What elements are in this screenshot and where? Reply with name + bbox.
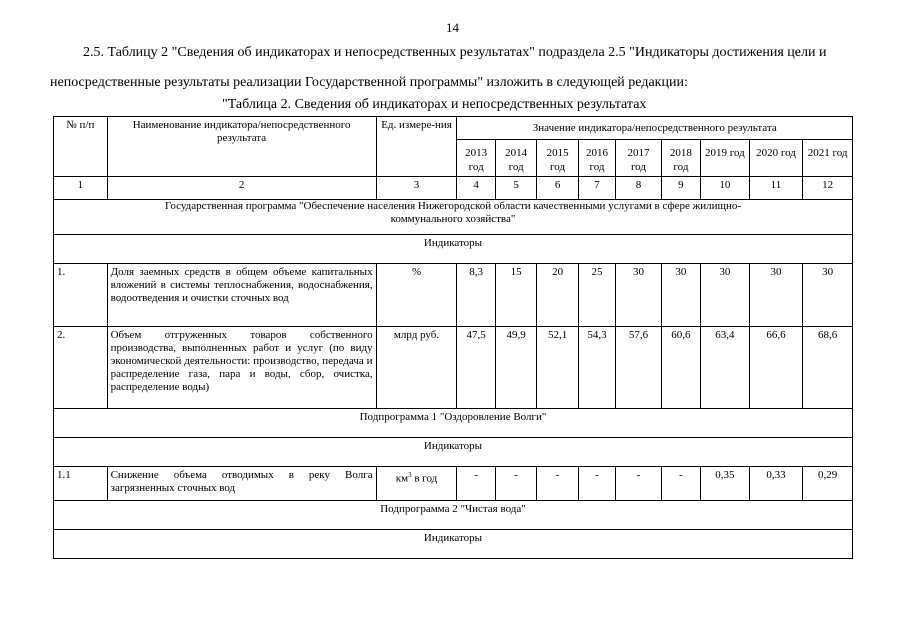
table-row [54, 264, 853, 327]
program-row [54, 200, 853, 235]
row-value: 0,33 [749, 467, 803, 501]
subprogram2-title: Подпрограмма 2 "Чистая вода" [54, 501, 853, 530]
row-value: 0,35 [701, 467, 750, 501]
row-value: 66,6 [749, 327, 803, 409]
row-num: 1. [54, 264, 108, 327]
indicators-label: Индикаторы [54, 438, 853, 467]
row-value: 47,5 [457, 327, 495, 409]
row-value: 63,4 [701, 327, 750, 409]
indicators-label: Индикаторы [54, 235, 853, 264]
row-value: 30 [701, 264, 750, 327]
subprogram-row [54, 501, 853, 530]
header-year: 2021 год [803, 140, 853, 177]
indicators-row [54, 235, 853, 264]
row-value: 0,29 [803, 467, 853, 501]
row-value: 30 [661, 264, 700, 327]
row-unit: млрд руб. [376, 327, 457, 409]
row-value: - [537, 467, 578, 501]
indicators-table [53, 116, 853, 559]
column-number: 6 [537, 177, 578, 200]
row-num: 1.1 [54, 467, 108, 501]
row-name: Снижение объема отводимых в реку Волга загрязненных сточных вод [107, 467, 376, 501]
program-title: Государственная программа "Обеспечение населения Нижегородской области качественными услугами в сфере жилищно-коммунального хозяйства" [54, 200, 853, 235]
row-value: 54,3 [578, 327, 615, 409]
header-name: Наименование индикатора/непосредственного результата [107, 117, 376, 177]
indicators-label: Индикаторы [54, 530, 853, 559]
header-year: 2020 год [749, 140, 803, 177]
row-value: - [661, 467, 700, 501]
column-number: 4 [457, 177, 495, 200]
column-number: 2 [107, 177, 376, 200]
column-number: 11 [749, 177, 803, 200]
row-value: 30 [616, 264, 662, 327]
column-numbers-row [54, 177, 853, 200]
row-value: 30 [803, 264, 853, 327]
row-value: 52,1 [537, 327, 578, 409]
column-number: 1 [54, 177, 108, 200]
amendment-paragraph: 2.5. Таблицу 2 "Сведения об индикаторах и непосредственных результатах" подраздела 2.5 "Индикаторы достижения цели и непосредственные результаты реализации Государственной программы" изложить в следующей редакции: [50, 45, 827, 90]
header-year: 2019 год [701, 140, 750, 177]
subprogram1-title: Подпрограмма 1 "Оздоровление Волги" [54, 409, 853, 438]
header-year: 2018 год [661, 140, 700, 177]
row-value: - [495, 467, 536, 501]
row-unit [376, 467, 457, 501]
header-year: 2013 год [457, 140, 495, 177]
table-caption: "Таблица 2. Сведения об индикаторах и непосредственных результатах [222, 97, 647, 112]
header-unit: Ед. измере-ния [376, 117, 457, 177]
row-value: 49,9 [495, 327, 536, 409]
column-number: 12 [803, 177, 853, 200]
row-value: 20 [537, 264, 578, 327]
unit-base: км [395, 472, 409, 485]
row-value: 60,6 [661, 327, 700, 409]
indicators-row [54, 438, 853, 467]
row-unit: % [376, 264, 457, 327]
row-value: 25 [578, 264, 615, 327]
header-year: 2015 год [537, 140, 578, 177]
row-value: 57,6 [616, 327, 662, 409]
row-value: - [616, 467, 662, 501]
row-value: - [578, 467, 615, 501]
header-year: 2016 год [578, 140, 615, 177]
column-number: 10 [701, 177, 750, 200]
indicators-row [54, 530, 853, 559]
column-number: 3 [376, 177, 457, 200]
table-row [54, 327, 853, 409]
row-value: 68,6 [803, 327, 853, 409]
row-value: - [457, 467, 495, 501]
row-num: 2. [54, 327, 108, 409]
table-header-row [54, 117, 853, 140]
unit-superscript: 3 [408, 471, 412, 479]
column-number: 9 [661, 177, 700, 200]
column-number: 5 [495, 177, 536, 200]
header-values: Значение индикатора/непосредственного результата [457, 117, 853, 140]
table-row [54, 467, 853, 501]
column-number: 7 [578, 177, 615, 200]
row-value: 15 [495, 264, 536, 327]
row-value: 8,3 [457, 264, 495, 327]
row-value: 30 [749, 264, 803, 327]
header-year: 2017 год [616, 140, 662, 177]
row-name: Доля заемных средств в общем объеме капитальных вложений в системы теплоснабжения, водоснабжения, водоотведения и очистки сточных вод [107, 264, 376, 327]
header-year: 2014 год [495, 140, 536, 177]
header-num: № п/п [54, 117, 108, 177]
row-name: Объем отгруженных товаров собственного производства, выполненных работ и услуг (по виду экономической деятельности: производство, передача и распределение газа, пара и воды, сбор, очистка, распределение воды) [107, 327, 376, 409]
page-number: 14 [446, 20, 459, 35]
unit-rest: в год [411, 472, 438, 485]
column-number: 8 [616, 177, 662, 200]
subprogram-row [54, 409, 853, 438]
